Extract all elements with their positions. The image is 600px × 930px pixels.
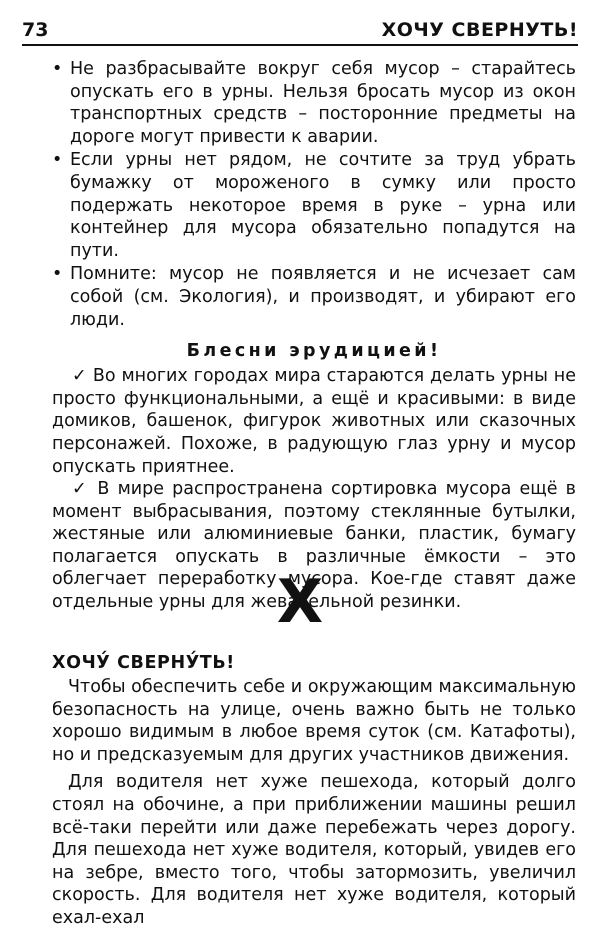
list-item: • Не разбрасывайте вокруг себя мусор – старайтесь опускать его в урны. Нельзя бросать мусор из окон транспортных средств – посторонние предметы на дороге могут привести к аварии. [52, 59, 576, 147]
erudition-paragraph: ✓ Во многих городах мира стараются делать урны не просто функциональными, а ещё и красивыми: в виде домиков, башенок, фигурок животных или сказочных персонажей. Похоже, в радующую глаз урну и мусор опускать приятнее. [52, 366, 576, 477]
list-item: • Помните: мусор не появляется и не исчезает сам собой (см. Экология), и производят, и убирают его люди. [52, 264, 576, 330]
erudition-heading: Блесни эрудицией! [186, 341, 442, 362]
bullet-icon: • [52, 150, 63, 171]
article-paragraph: Для водителя нет хуже пешехода, который долго стоял на обочине, а при приближении машины решил всё-таки перейти или даже перебежать через дорогу. Для пешехода нет хуже водителя, который, увидев его на зебре, вместо того, чтобы затормозить, увеличил скорость. Для водителя нет хуже водителя, который ехал-ехал [52, 772, 576, 928]
page-number: 73 [22, 19, 49, 41]
bullet-list [52, 58, 576, 331]
main-text [52, 58, 576, 614]
checkmark-icon: ✓ [72, 366, 87, 387]
article-paragraph: Чтобы обеспечить себе и окружающим максимальную безопасность на улице, очень важно быть не только хорошо видимым в любое время суток (см. Катафоты), но и предсказуемым для других участников движения. [52, 677, 576, 765]
erudition-paragraph: ✓ В мире распространена сортировка мусора ещё в момент выбрасывания, поэтому стеклянные бутылки, жестяные или алюминиевые банки, пластик, бумагу полагается опускать в различные ёмкости – это облегчает переработку мусора. Кое-где ставят даже отдельные урны для жевательной резинки. [52, 479, 576, 613]
list-item: • Если урны нет рядом, не сочтите за труд убрать бумажку от мороженого в сумку или просто подержать некоторое время в руке – урна или контейнер для мусора обязательно попадутся на пути. [52, 150, 576, 261]
article [52, 652, 576, 930]
checkmark-icon: ✓ [72, 479, 90, 500]
section-letter: Х [276, 567, 324, 637]
bullet-icon: • [52, 264, 63, 285]
page-header [22, 14, 578, 46]
bullet-icon: • [52, 59, 63, 79]
running-title: ХОЧУ СВЕРНУТЬ! [381, 19, 578, 41]
article-title: ХОЧУ́ СВЕРНУ́ТЬ! [52, 653, 235, 673]
